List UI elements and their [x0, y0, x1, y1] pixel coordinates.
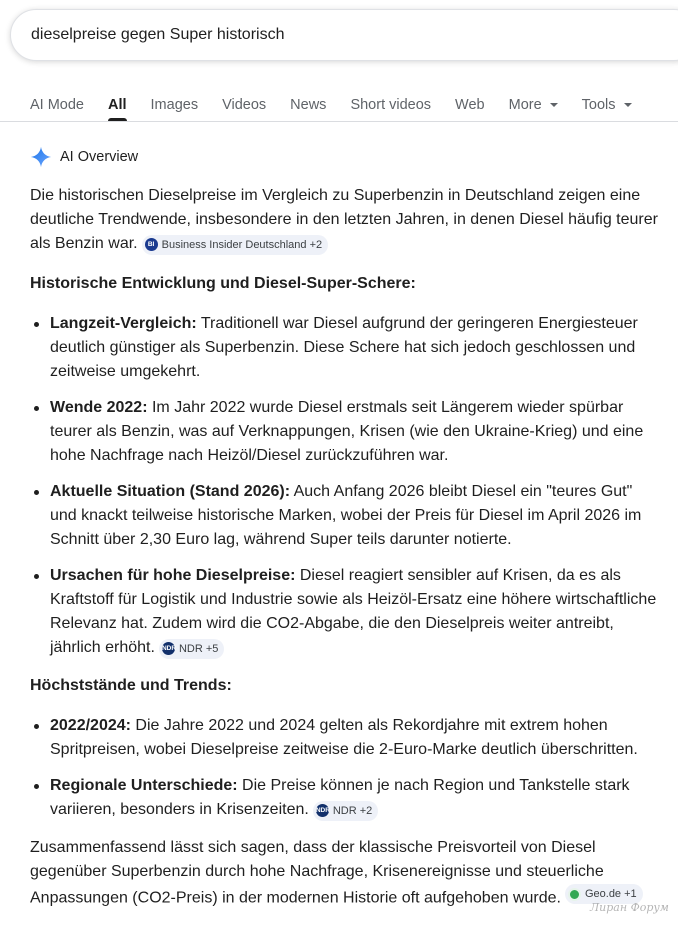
geo-icon: [568, 888, 581, 901]
ai-overview-content: [30, 184, 660, 926]
ai-sparkle-icon: [30, 146, 52, 168]
tab-tools[interactable]: Tools: [582, 88, 632, 122]
source-chip[interactable]: Geo.de +1: [565, 884, 643, 904]
intro-paragraph: Die historischen Dieselpreise im Vergleich zu Superbenzin in Deutschland zeigen eine deutliche Trendwende, insbesondere in den letzten Jahren, in denen Diesel häufig teurer als Benzin war. BI Business Insider Deutschland +2: [30, 184, 660, 256]
chevron-down-icon: [550, 103, 558, 107]
watermark: Лиран Форум: [590, 901, 669, 914]
ai-overview-header: [30, 146, 138, 168]
list-item: Regionale Unterschiede: Die Preise können je nach Region und Tankstelle stark variieren, besonders in Krisenzeiten. NDR NDR +2: [30, 774, 660, 822]
tab-videos[interactable]: Videos: [222, 97, 267, 113]
ndr-icon: NDR: [316, 804, 329, 817]
tab-more[interactable]: More: [509, 88, 558, 122]
tab-short-videos[interactable]: Short videos: [350, 97, 432, 113]
tab-all[interactable]: All: [108, 88, 127, 122]
tab-news[interactable]: News: [290, 97, 327, 113]
tab-web[interactable]: Web: [455, 97, 485, 113]
tab-images[interactable]: Images: [150, 97, 199, 113]
list-item: Ursachen für hohe Dieselpreise: Diesel reagiert sensibler auf Krisen, da es als Kraftstoff für Logistik und Industrie sowie als Heizöl-Ersatz eine höhere wirtschaftliche Relevanz hat. Zudem wird die CO2-Abgabe, die den Dieselpreis weiter antreibt, jährlich erhöht. NDR NDR +5: [30, 564, 660, 660]
list-item: Langzeit-Vergleich: Traditionell war Diesel aufgrund der geringeren Energiesteuer deutlich günstiger als Superbenzin. Diese Schere hat sich jedoch geschlossen und zeitweise umgekehrt.: [30, 312, 660, 384]
source-chip[interactable]: BI Business Insider Deutschland +2: [142, 235, 329, 255]
source-chip[interactable]: NDR NDR +2: [313, 801, 378, 821]
ai-overview-title: AI Overview: [60, 149, 139, 165]
bullet-list: [30, 714, 660, 822]
search-input[interactable]: [31, 10, 631, 60]
tabs-divider: [0, 121, 678, 122]
ndr-icon: NDR: [162, 642, 175, 655]
business-insider-icon: BI: [145, 238, 158, 251]
section-heading: Historische Entwicklung und Diesel-Super-Schere:: [30, 275, 416, 292]
tab-ai-mode[interactable]: AI Mode: [30, 97, 84, 113]
list-item: Aktuelle Situation (Stand 2026): Auch Anfang 2026 bleibt Diesel ein "teures Gut" und knackt teilweise historische Marken, wobei der Preis für Diesel im April 2026 im Schnitt über 2,30 Euro lag, während Super teils darunter notierte.: [30, 480, 660, 552]
source-chip[interactable]: NDR NDR +5: [159, 639, 224, 659]
search-bar[interactable]: [10, 9, 678, 61]
search-tabs: [30, 88, 656, 122]
bullet-list: [30, 312, 660, 660]
list-item: 2022/2024: Die Jahre 2022 und 2024 gelten als Rekordjahre mit extrem hohen Spritpreisen, wobei Dieselpreise zeitweise die 2-Euro-Marke deutlich überschritten.: [30, 714, 660, 762]
section-heading: Höchststände und Trends:: [30, 677, 232, 694]
summary-paragraph: Zusammenfassend lässt sich sagen, dass der klassische Preisvorteil von Diesel gegenüber Superbenzin durch hohe Nachfrage, Krisenereignisse und steuerliche Anpassungen (CO2-Preis) in der modernen Historie oft aufgehoben wurde. Geo.de +1: [30, 836, 660, 911]
list-item: Wende 2022: Im Jahr 2022 wurde Diesel erstmals seit Längerem wieder spürbar teurer als Benzin, was auf Verknappungen, Krisen (wie den Ukraine-Krieg) und eine hohe Nachfrage nach Heizöl/Diesel zurückzuführen war.: [30, 396, 660, 468]
chevron-down-icon: [624, 103, 632, 107]
